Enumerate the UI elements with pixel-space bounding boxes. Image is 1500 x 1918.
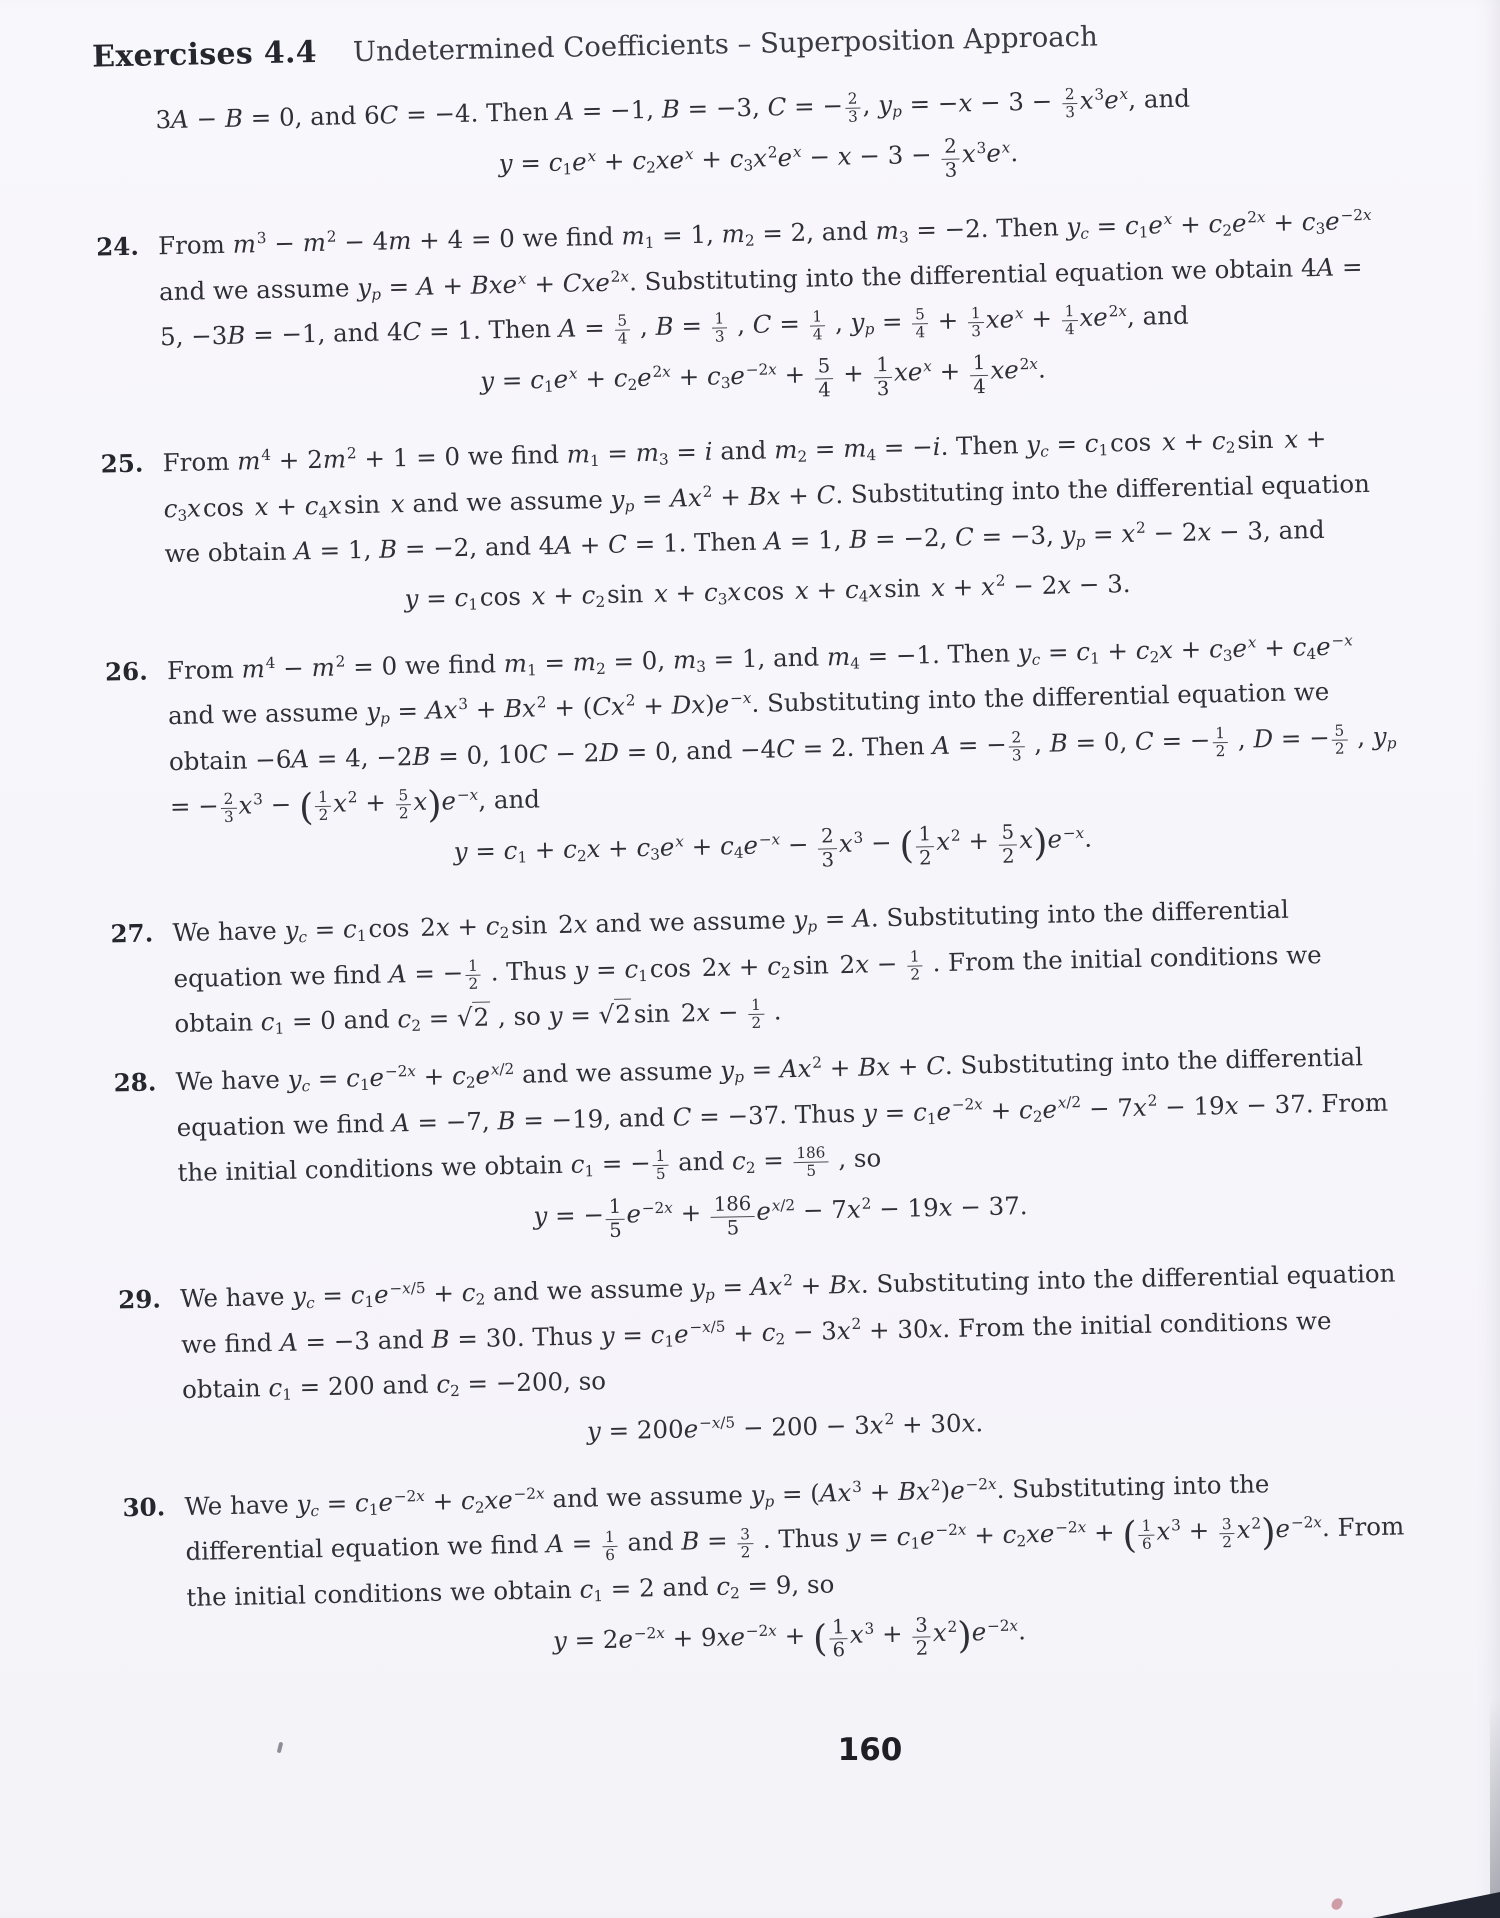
- item-body: [158, 198, 1390, 428]
- item-number: 30.: [122, 1492, 166, 1523]
- item-number: 29.: [117, 1284, 162, 1315]
- section-header: [92, 13, 1382, 75]
- scan-speck: [1330, 1896, 1344, 1911]
- display-equation: $y = c_1\cos$ $x + c_2\sin$ $x + c_3xcos$ $x + c_4xsin$ $x + x^2 - 2x - 3$.: [404, 569, 1131, 614]
- solution-item: [122, 1458, 1416, 1689]
- solutions-list: [93, 72, 1416, 1690]
- item-number: [93, 97, 157, 212]
- solution-text: We have $y_c = c_1e^{-2x} + c_2e^{x/2}$ and we assume $y_p = Ax^2 + Bx + C$. Substituting into the differential equation we find A = −7, B = −19, and C = −37. Thus $y = c_1e^{-2x} + c_2e^{x/2} - 7x^2 - 19x - 37$. From the initial conditions we obtain $c_1$ = − $\frac{1}{5}$ and $c_2$ = $\frac{186}{5}$ , so: [175, 1042, 1389, 1187]
- item-body: [162, 415, 1394, 635]
- solution-item: [100, 415, 1394, 637]
- page-edge-shade: [1490, 1698, 1500, 1918]
- item-number: 28.: [113, 1067, 157, 1098]
- solution-text: From $m^3 - m^2 - 4m + 4 = 0$ we find $m_1 = 1$, $m_2 = 2$, and $m_3 = -2$. Then $y_c = c_1e^x + c_2e^{2x} + c_3e^{-2x}$ and we assume $y_p = A + Bxe^x + Cxe^{2x}$. Substituting into the differential equation we obtain 4A = 5, −3B = −1, and 4C = 1. Then A = $\frac{5}{4}$ , B = $\frac{1}{3}$ , C = $\frac{1}{4}$ , $y_p$ = $\frac{5}{4}$ + $\frac{1}{3}$ $xe^x$ + $\frac{1}{4}$ $xe^{2x}$, and: [157, 206, 1372, 352]
- item-number: 27.: [110, 918, 154, 949]
- item-body: [172, 885, 1403, 1047]
- solution-text: We have $y_c = c_1\cos$ $2x + c_2\sin$ 2x and we assume $y_p = A$. Substituting into the differential equation we find A = − $\frac{1}{2}$ . Thus $y = c_1\cos$ $2x + c_2\sin$ 2x − $\frac{1}{2}$ . From the initial conditions we obtain $c_1 = 0$ and $c_2 = √2$ , so y = √2sin 2x − $\frac{1}{2}$ .: [172, 895, 1322, 1039]
- display-equation: y = − $\frac{1}{5}$ $e^{-2x}$ + $\frac{186}{5}$ $e^{x/2} - 7x^2 - 19x - 37$.: [533, 1191, 1028, 1242]
- item-number: 25.: [100, 448, 144, 479]
- solution-text: 3A − B = 0, and 6C = −4. Then A = −1, B = −3, C = − $\frac{2}{3}$ , $y_p = -x - 3$ − $\frac{2}{3}$ $x^3e^x$, and: [155, 83, 1191, 135]
- solution-item: [113, 1034, 1407, 1265]
- solution-text: From $m^4 - m^2 = 0$ we find $m_1 = m_2 = 0$, $m_3 = 1$, and $m_4 = -1$. Then $y_c = c_1 + c_2x + c_3e^x + c_4e^{-x}$ and we assume $y_p = Ax^3 + Bx^2 + (Cx^2 + Dx)e^{-x}$. Substituting into the differential equation we obtain −6A = 4, −2B = 0, 10C − 2D = 0, and −4C = 2. Then A = − $\frac{2}{3}$ , B = 0, C = − $\frac{1}{2}$ , D = − $\frac{5}{2}$ , $y_p$ = − $\frac{2}{3}$ $x^3$ − ( $\frac{1}{2}$ $x^2$ + $\frac{5}{2}$ $x)e^{-x}$, and: [166, 631, 1397, 829]
- item-number: 24.: [95, 232, 140, 262]
- solution-item: [93, 72, 1385, 212]
- book-edge-shadow: [1372, 1892, 1500, 1918]
- section-label: Exercises 4.4: [91, 34, 318, 75]
- solution-item: [118, 1251, 1412, 1473]
- solution-text: From $m^4 + 2m^2 + 1 = 0$ we find $m_1 = m_3 = i$ and $m_2 = m_4 = -i$. Then $y_c = c_1\cos$ $x + c_2\sin$ $x + c_3xcos$ $x + c_4xsin$ x and we assume $y_p = Ax^2 + Bx + C$. Substituting into the differential equation we obtain A = 1, B = −2, and 4A + C = 1. Then A = 1, B = −2, C = −3, $y_p = x^2 - 2x - 3$, and: [162, 424, 1371, 569]
- display-equation: $y = c_1e^x + c_2e^{2x} + c_3e^{-2x}$ + $\frac{5}{4}$ + $\frac{1}{3}$ $xe^x$ + $\frac{1}{4}$ $xe^{2x}$.: [479, 351, 1047, 402]
- item-body: [155, 72, 1385, 211]
- solution-text: We have $y_c = c_1e^{-x/5} + c_2$ and we assume $y_p = Ax^2 + Bx$. Substituting into the differential equation we find A = −3 and B = 30. Thus $y = c_1e^{-x/5} + c_2 - 3x^2 + 30x$. From the initial conditions we obtain $c_1 = 200$ and $c_2 = -200$, so: [179, 1258, 1396, 1404]
- display-equation: $y = 200e^{-x/5} - 200 - 3x^2 + 30x$.: [586, 1408, 984, 1446]
- solution-text: We have $y_c = c_1e^{-2x} + c_2xe^{-2x}$ and we assume $y_p = (Ax^3 + Bx^2)e^{-2x}$. Substituting into the differential equation we find A = $\frac{1}{6}$ and B = $\frac{3}{2}$ . Thus $y = c_1e^{-2x} + c_2xe^{-2x}$ + ( $\frac{1}{6}$ $x^3$ + $\frac{3}{2}$ $x^2)e^{-2x}$. From the initial conditions we obtain $c_1 = 2$ and $c_2 = 9$, so: [184, 1469, 1405, 1612]
- item-body: [167, 623, 1400, 898]
- display-equation: $y = 2e^{-2x} + 9xe^{-2x}$ + ( $\frac{1}{6}$ $x^3$ + $\frac{3}{2}$ $x^2)e^{-2x}$.: [552, 1613, 1027, 1662]
- item-body: [180, 1251, 1412, 1471]
- solution-item: [96, 198, 1390, 429]
- display-equation: $y = c_1e^x + c_2xe^x + c_3x^2e^x - x - 3$ − $\frac{2}{3}$ $x^3e^x$.: [498, 134, 1019, 182]
- solution-item: [110, 885, 1403, 1048]
- item-body: [184, 1458, 1416, 1688]
- solution-item: [105, 623, 1400, 899]
- display-equation: $y = c_1 + c_2x + c_3e^x + c_4e^{-x}$ − $\frac{2}{3}$ $x^3$ − ( $\frac{1}{2}$ $x^2$ + $\frac{5}{2}$ $x)e^{-x}$.: [453, 820, 1093, 872]
- page-number: 160: [837, 1732, 903, 1768]
- item-number: 26.: [104, 656, 149, 687]
- item-body: [175, 1034, 1407, 1264]
- section-title: Undetermined Coefficients – Superposition Approach: [352, 20, 1099, 69]
